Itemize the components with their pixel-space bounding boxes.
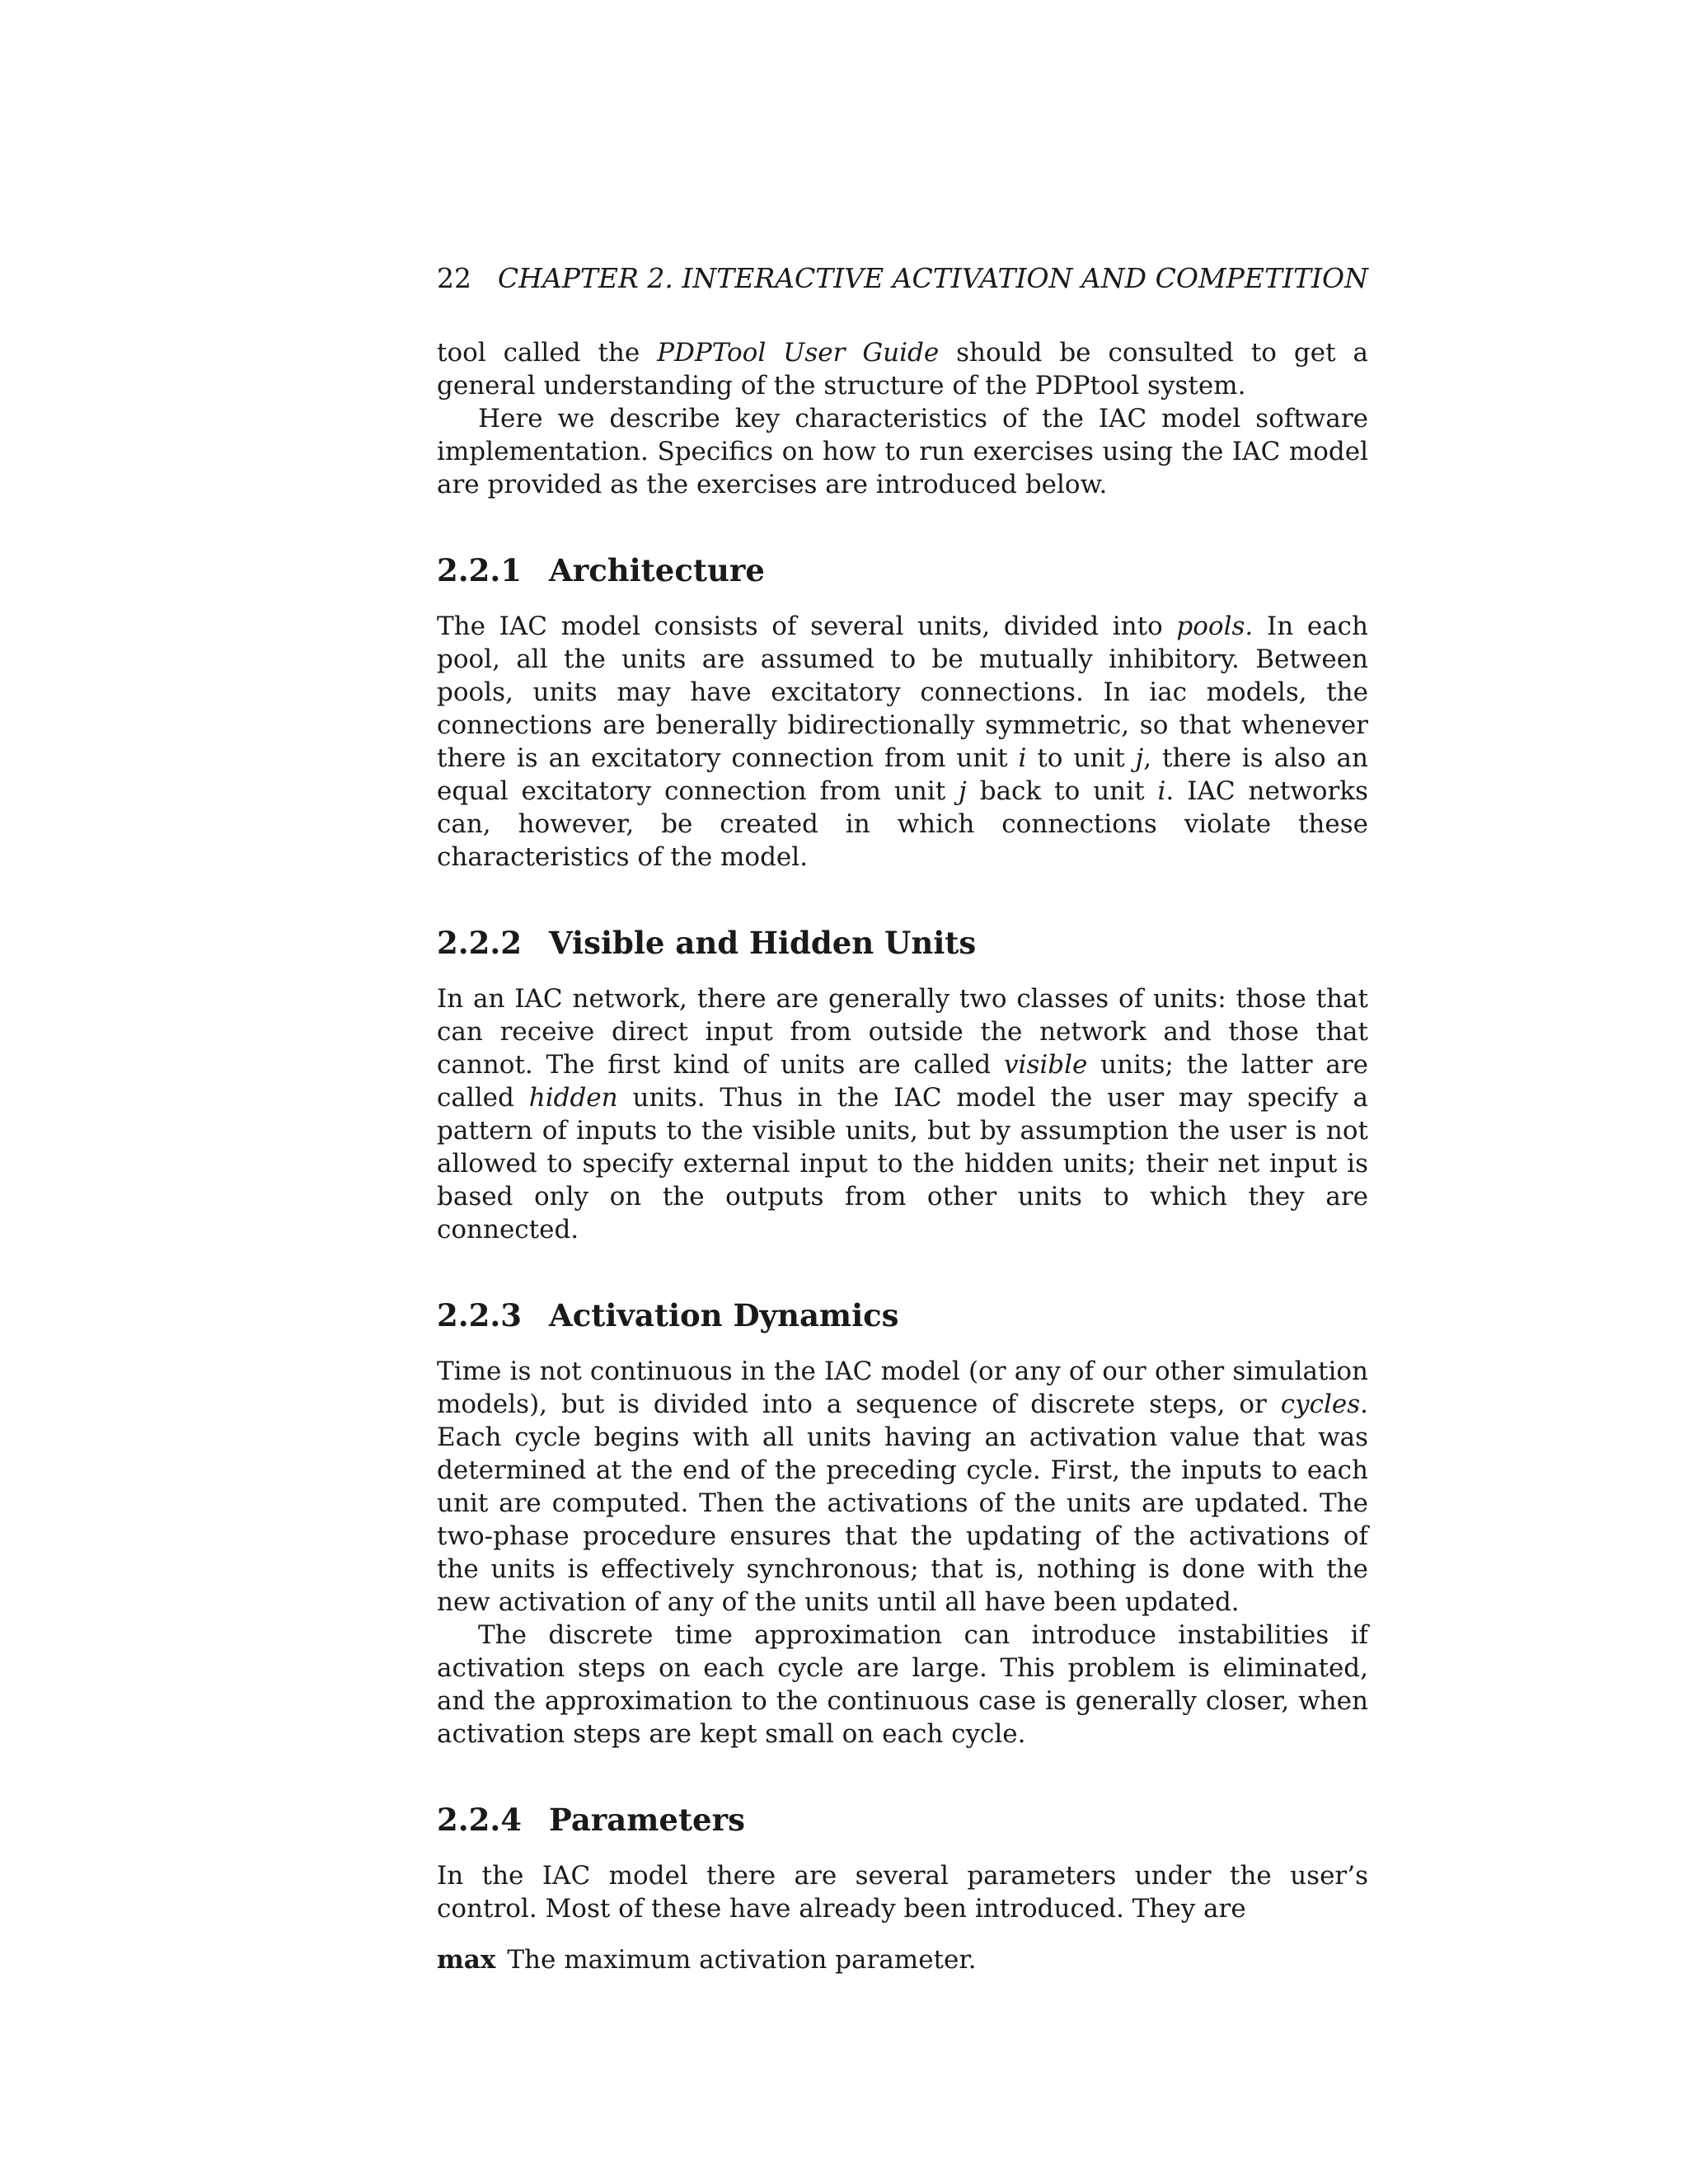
section-heading-parameters [437,1798,1368,1841]
chapter-title: CHAPTER 2. INTERACTIVE ACTIVATION AND COMPETITION [497,262,1368,294]
section-heading-activation-dynamics [437,1294,1368,1337]
section-title: Visible and Hidden Units [549,925,977,961]
parameter-item [437,1943,1368,1976]
activation-dynamics-paragraph-1: Time is not continuous in the IAC model (or any of our other simulation models), but is divided into a sequence of discrete steps, or cycles. Each cycle begins with all units having an activation value that was determined at the end of the preceding cycle. First, the inputs to each unit are computed. Then the activations of the units are updated. The two-phase procedure ensures that the updating of the activations of the units is effectively synchronous; that is, nothing is done with the new activation of any of the units until all have been updated. [437,1357,1368,1617]
architecture-paragraph: The IAC model consists of several units, divided into pools. In each pool, all the units are assumed to be mutually inhibitory. Between pools, units may have excitatory connections. In iac models, the connections are benerally bidirectionally symmetric, so that whenever there is an excitatory connection from unit i to unit j, there is also an equal excitatory connection from unit j back to unit i. IAC networks can, however, be created in which connections violate these characteristics of the model. [437,612,1368,872]
section-heading-architecture [437,549,1368,592]
intro-paragraph-2: Here we describe key characteristics of the IAC model software implementation. Specifics on how to run exercises using the IAC model are provided as the exercises are introduced below. [437,404,1368,499]
running-head [437,257,1368,300]
activation-dynamics-paragraph-2: The discrete time approximation can introduce instabilities if activation steps on each cycle are large. This problem is eliminated, and the approximation to the continuous case is generally closer, when activation steps are kept small on each cycle. [437,1620,1368,1749]
section-title: Architecture [549,552,765,588]
section-title: Activation Dynamics [549,1297,899,1333]
guide-title: PDPTool User Guide [657,338,940,368]
section-number: 2.2.1 [437,552,522,588]
section-title: Parameters [549,1802,745,1838]
parameters-paragraph: In the IAC model there are several parameters under the user’s control. Most of these have already been introduced. They are [437,1861,1368,1924]
document-page [437,257,1368,1976]
section-number: 2.2.4 [437,1802,522,1838]
parameter-description: The maximum activation parameter. [507,1945,977,1975]
intro-paragraph-1: tool called the PDPTool User Guide should be consulted to get a general understanding of the structure of the PDPtool system. [437,338,1368,401]
section-number: 2.2.3 [437,1297,522,1333]
visible-hidden-paragraph: In an IAC network, there are generally two classes of units: those that can receive direct input from outside the network and those that cannot. The first kind of units are called visible units; the latter are called hidden units. Thus in the IAC model the user may specify a pattern of inputs to the visible units, but by assumption the user is not allowed to specify external input to the hidden units; their net input is based only on the outputs from other units to which they are connected. [437,984,1368,1244]
parameter-term: max [437,1945,496,1975]
section-heading-visible-hidden [437,921,1368,964]
page-number: 22 [437,262,471,294]
section-number: 2.2.2 [437,925,522,961]
